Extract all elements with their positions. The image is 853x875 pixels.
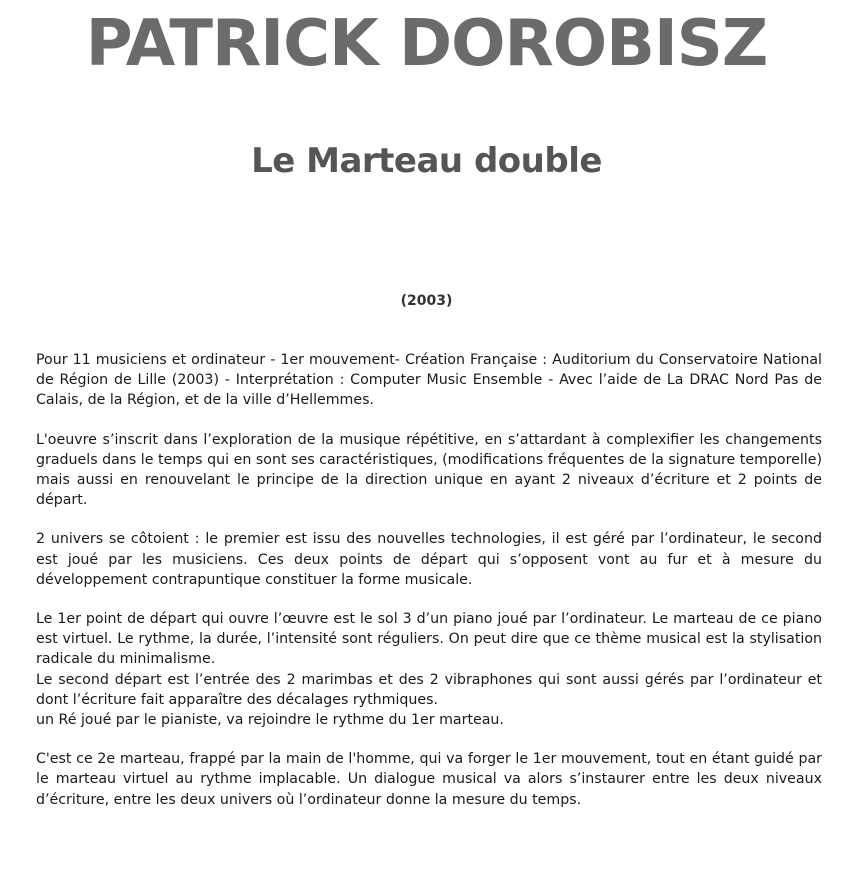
composer-name: PATRICK DOROBISZ bbox=[85, 7, 768, 81]
paragraph-two-universes: 2 univers se côtoient : le premier est issu des nouvelles technologies, il est géré par l’ordinateur, le second est joué par les musiciens. Ces deux points de départ qui s’opposent vont au fur et à mesure du développement contrapuntique constituer la forme musicale. bbox=[36, 531, 822, 588]
paragraph-premiere-credits: Pour 11 musiciens et ordinateur - 1er mouvement- Création Française : Auditorium du Conservatoire National de Région de Lille (2003) - Interprétation : Computer Music Ensemble - Avec l’aide de La DRAC Nord Pas de Calais, de la Région, et de la ville d’Hellemmes. bbox=[36, 352, 822, 409]
work-year: (2003) bbox=[400, 293, 453, 309]
work-title: Le Marteau double bbox=[251, 141, 602, 181]
program-notes bbox=[36, 350, 822, 810]
paragraph-pianist-re: un Ré joué par le pianiste, va rejoindre le rythme du 1er marteau. bbox=[36, 712, 504, 729]
paragraph-first-departure: Le 1er point de départ qui ouvre l’œuvre est le sol 3 d’un piano joué par l’ordinateur. Le marteau de ce piano est virtuel. Le rythme, la durée, l’intensité sont réguliers. On peut dire que ce thème musical est la stylisation radicale du minimalisme. bbox=[36, 611, 822, 668]
paragraph-second-departure: Le second départ est l’entrée des 2 marimbas et des 2 vibraphones qui sont aussi gérés par l’ordinateur et dont l’écriture fait apparaître des décalages rythmiques. bbox=[36, 671, 822, 708]
paragraph-second-hammer: C'est ce 2e marteau, frappé par la main de l'homme, qui va forger le 1er mouvement, tout en étant guidé par le marteau virtuel au rythme implacable. Un dialogue musical va alors s’instaurer entre les deux niveaux d’écriture, entre les deux univers où l’ordinateur donne la mesure du temps. bbox=[36, 751, 822, 808]
paragraph-repetitive-music: L'oeuvre s’inscrit dans l’exploration de la musique répétitive, en s’attardant à complexifier les changements graduels dans le temps qui en sont ses caractéristiques, (modifications fréquentes de la signature temporelle) mais aussi en renouvelant le principe de la direction unique en ayant 2 niveaux d’écriture et 2 points de départ. bbox=[36, 431, 822, 509]
